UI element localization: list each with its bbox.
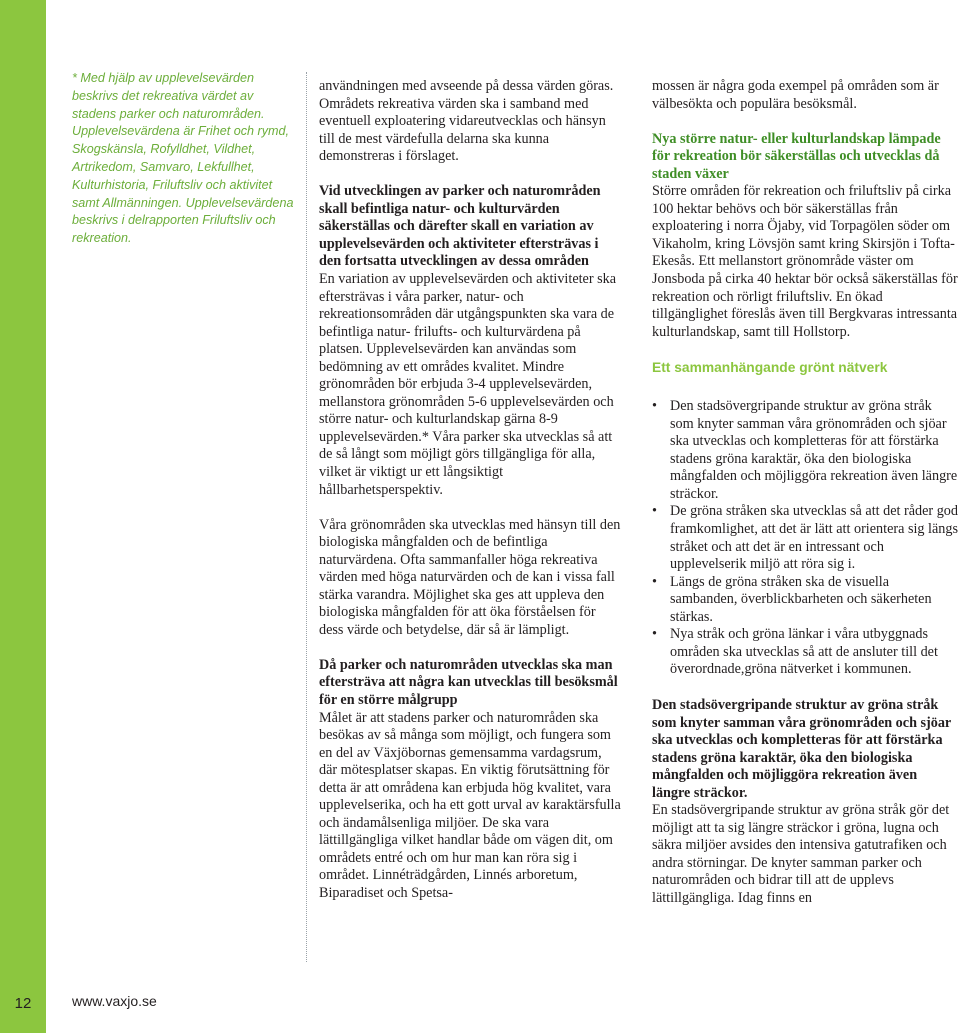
paragraph-heading: [652, 131, 958, 184]
paragraph: Våra grönområden ska utvecklas med hänsyn till den biologiska mångfalden och de befintliga naturvärdena. Ofta sammanfaller höga rekreativa värden med höga naturvärden och de kan i vissa fall stärka varandra. Möjlighet ska ges att uppleva den biologiska mångfalden för att öka förståelsen för dess värde och betydelse, där så är lämpligt.: [319, 516, 621, 638]
green-margin-bar: [0, 0, 46, 1033]
bullet-list: [652, 398, 958, 679]
paragraph-heading: [319, 657, 621, 710]
paragraph: användningen med avseende på dessa värden göras. Områdets rekreativa värden ska i samband med eventuell exploatering vidareutvecklas och hänsyn till de mest värdefulla delarna ska kunna demonstreras i förslaget.: [319, 78, 614, 165]
list-item: • De gröna stråken ska utvecklas så att det råder god framkomlighet, att det är lätt att orientera sig längs stråket och att det är en intressant och upplevelserik miljö att röra sig i.: [652, 503, 958, 573]
paragraph-heading: [652, 697, 958, 802]
list-item: • Den stadsövergripande struktur av gröna stråk som knyter samman våra grönområden och sjöar ska utvecklas och kompletteras för att förstärka stadens gröna karaktär, öka den biologiska mångfalden och möjliggöra rekreation även längre sträckor.: [652, 398, 958, 503]
list-item: • Längs de gröna stråken ska de visuella sambanden, överblickbarheten och säkerheten stärkas.: [652, 574, 958, 627]
text-column-2: [652, 78, 958, 925]
paragraph-heading: [319, 183, 621, 271]
footer-url: www.vaxjo.se: [72, 993, 157, 1009]
column-divider: [306, 72, 307, 962]
heading-text: Vid utvecklingen av parker och naturområden skall befintliga natur- och kulturvärden säkerställas och därefter skall en variation av upplevelsevärden och aktiviteter eftersträvas i den fortsatta utvecklingen av dessa områden: [319, 183, 601, 270]
sidenote-footnote: * Med hjälp av upplevelsevärden beskrivs det rekreativa värdet av stadens parker och naturområden. Upplevelsevärdena är Frihet och rymd, Skogskänsla, Rofylldhet, Vildhet, Artrikedom, Samvaro, Lekfullhet, Kulturhistoria, Friluftsliv och aktivitet samt Allmänningen. Upplevelsevärdena beskrivs i delrapporten Friluftsliv och rekreation.: [72, 71, 294, 246]
paragraph: Målet är att stadens parker och naturområden ska besökas av så många som möjligt, och fungera som en del av Växjöbornas gemensamma vardagsrum, där mötesplatser skapas. En viktig förutsättning för detta är att områdena kan erbjuda hög kvalitet, vara upplevelserika, och ha ett gott urval av karaktärsfulla och ändamålsenliga miljöer. De ska vara lättillgängliga vilket handlar både om vägen dit, om områdets entré och om hur man kan röra sig i området. Linnéträdgården, Linnés arboretum, Biparadiset och Spetsa-: [319, 709, 621, 902]
page-number: 12: [14, 995, 32, 1012]
heading-text: Den stadsövergripande struktur av gröna stråk som knyter samman våra grönområden och sjöar ska utvecklas och kompletteras för att förstärka stadens gröna karaktär, öka den biologiska mångfalden och möjliggöra rekreation även längre sträckor.: [652, 696, 951, 801]
heading-text: Då parker och naturområden utvecklas ska man eftersträva att några kan utvecklas till besöksmål för en större målgrupp: [319, 656, 618, 708]
list-item: • Nya stråk och gröna länkar i våra utbyggnads områden ska utvecklas så att de ansluter till det överordnade,gröna nätverket i kommunen.: [652, 626, 958, 679]
paragraph: mossen är några goda exempel på områden som är välbesökta och populära besöksmål.: [652, 78, 939, 112]
paragraph: En stadsövergripande struktur av gröna stråk gör det möjligt att ta sig längre sträckor i gröna, lugna och säkra miljöer avsides den intensiva gatutrafiken och andra störningar. De knyter samman parker och naturområden och bidrar till att de upplevs lättillgängliga. Idag finns en: [652, 802, 950, 906]
paragraph: Större områden för rekreation och friluftsliv på cirka 100 hektar behövs och bör säkerställas från exploatering i norra Öjaby, vid Torpagölen söder om Vikaholm, kring Lövsjön samt kring Skirsjön i Tofta-Ekesås. Ett mellanstort grönområde väster om Jonsboda på cirka 40 hektar bör också säkerställas för rekreation och rörligt friluftsliv. En ökad tillgänglighet föreslås även till Bergkvaras intressanta kulturlandskap, samt till Hollstorp.: [652, 183, 958, 340]
section-title: Ett sammanhängande grönt nätverk: [652, 359, 888, 375]
text-column-1: [319, 78, 621, 920]
heading-text: Nya större natur- eller kulturlandskap lämpade för rekreation bör säkerställas och utvecklas då staden växer: [652, 130, 941, 182]
paragraph: En variation av upplevelsevärden och aktiviteter ska eftersträvas i våra parker, natur- och rekreationsområden där utgångspunkten ska vara de befintliga natur- frilufts- och kulturvärdena på platsen. Upplevelsevärden kan användas som bedömning av ett områdes kvalitet. Mindre grönområden bör erbjuda 3-4 upplevelsevärden, mellanstora grönområden 5-6 upplevelsevärden och större natur- och kulturlandskap gärna 8-9 upplevelsevärden.* Våra parker ska utvecklas så att de så långt som möjligt görs tillgängliga för alla, vilket är viktigt ur ett långsiktigt hållbarhetsperspektiv.: [319, 270, 617, 498]
